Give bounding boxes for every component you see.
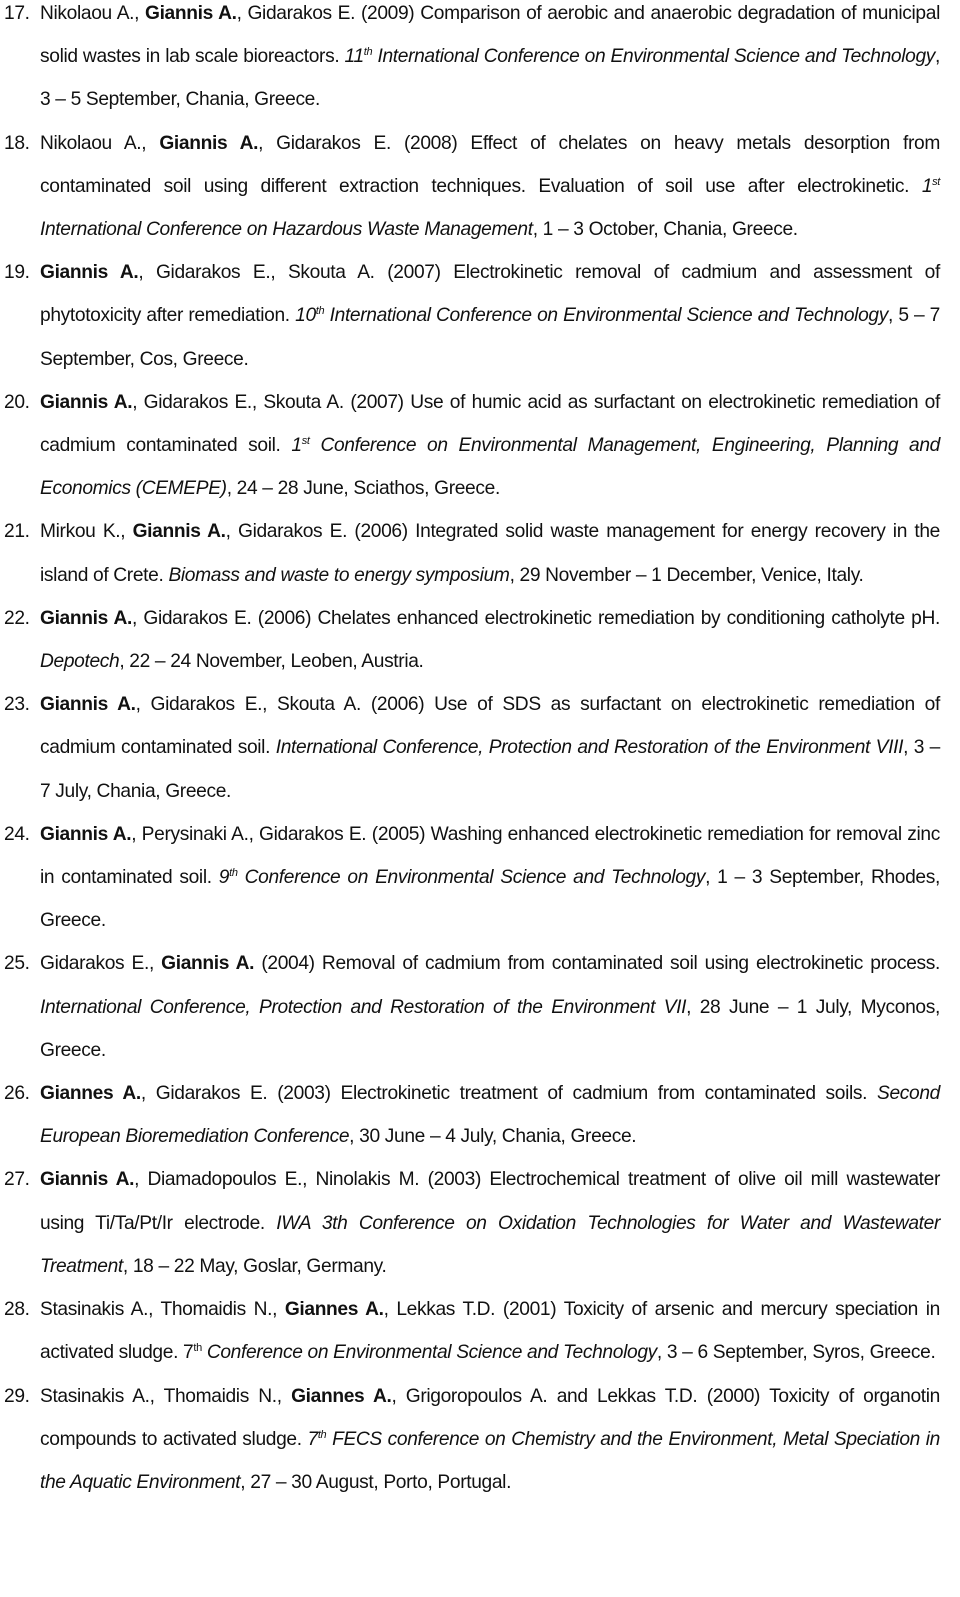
ordinal-suffix: st [301,435,310,448]
authors-before: Nikolaou A., [40,3,145,24]
reference-number: 27. [4,1169,30,1191]
conference-title: Biomass and waste to energy symposium [168,564,510,586]
reference-entry [4,1158,940,1288]
reference-number: 25. [4,953,30,975]
ordinal-suffix: th [229,867,238,880]
conference-details: , 22 – 24 November, Leoben, Austria. [119,651,424,673]
conference-title: International Conference on Hazardous Waste Management [40,219,533,241]
paper-title: (2006) Integrated solid waste management for energy recovery in the island of Crete. [40,521,941,586]
paper-title: (2001) Toxicity of arsenic and mercury speciation in activated sludge. 7 [40,1299,940,1364]
ordinal-suffix: th [363,46,373,59]
conference-details: , 30 June – 4 July, Chania, Greece. [349,1126,637,1148]
paper-title: (2005) Washing enhanced electrokinetic remediation for removal zinc in contaminated soil. [40,823,940,889]
conference-details: , 3 – 7 July, Chania, Greece. [40,737,941,802]
authors-after: , Lekkas T.D. [383,1299,496,1321]
reference-text [40,381,940,511]
authors-before: Mirkou K., [40,521,133,543]
ordinal-suffix: th [193,1342,202,1355]
reference-number: 24. [4,823,30,845]
authors-after: , Gidarakos E., Skouta A. [135,694,361,716]
paper-title: (2007) Use of humic acid as surfactant on electrokinetic remediation of cadmium contaminated soil. [40,391,940,457]
paper-title: (2006) Chelates enhanced electrokinetic remediation by conditioning catholyte pH. [251,607,940,629]
conference-title: International Conference, Protection and Restoration of the Environment VII [40,996,687,1018]
authors-before: Gidarakos E., [40,953,162,975]
ordinal-suffix: th [317,1428,327,1441]
paper-title: (2003) Electrokinetic treatment of cadmium from contaminated soils. [267,1083,878,1105]
paper-title: (2007) Electrokinetic removal of cadmium and assessment of phytotoxicity after remediation. [40,262,940,327]
reference-entry [4,597,940,683]
highlighted-author: Giannis A. [145,3,237,24]
reference-text [40,510,940,596]
reference-text [40,0,940,122]
conference-details: , 3 – 6 September, Syros, Greece. [656,1342,936,1364]
highlighted-author: Giannis A. [40,694,136,716]
reference-text [40,1158,940,1288]
highlighted-author: Giannes A. [284,1299,384,1321]
paper-title: (2000) Toxicity of organotin compounds to activated sludge. [40,1385,940,1450]
ordinal-number: 1 [291,435,302,457]
highlighted-author: Giannis A. [161,953,255,975]
conference-name [345,46,935,67]
reference-text [40,683,940,813]
highlighted-author: Giannis A. [159,132,259,154]
conference-title: FECS conference on Chemistry and the Environment, Metal Speciation in the Aquatic Environment [40,1428,940,1493]
reference-text [40,1072,940,1158]
paper-title: (2006) Use of SDS as surfactant on electrokinetic remediation of cadmium contaminated soil. [40,694,940,759]
conference-name [202,1342,657,1363]
reference-number: 28. [4,1299,30,1321]
highlighted-author: Giannes A. [291,1385,392,1407]
authors-after: , Gidarakos E. [225,521,348,543]
highlighted-author: Giannis A. [132,521,226,543]
conference-details: , 1 – 3 September, Rhodes, Greece. [40,867,940,932]
authors-after: , Gidarakos E. [258,132,391,154]
ordinal-number: 11 [344,46,364,68]
conference-details: , 24 – 28 June, Sciathos, Greece. [226,478,500,500]
reference-number: 17. [4,3,30,24]
reference-text [40,251,940,381]
reference-entry [4,1375,940,1505]
authors-after: , Gidarakos E. [140,1083,268,1105]
conference-details: , 3 – 5 September, Chania, Greece. [40,46,940,111]
reference-text [40,597,940,683]
highlighted-author: Giannis A. [40,823,132,845]
authors-before: Nikolaou A., [40,132,160,154]
reference-entry [4,813,940,943]
reference-entry [4,0,940,122]
authors-after: , Gidarakos E., Skouta A. [138,262,375,284]
ordinal-suffix: st [932,175,940,188]
conference-title: Depotech [40,651,120,673]
reference-number: 26. [4,1083,30,1105]
reference-text [40,942,940,1072]
conference-name [40,997,686,1018]
reference-entry [4,122,940,252]
authors-after: , Diamadopoulos E., Ninolakis M. [134,1169,420,1191]
conference-details: , 27 – 30 August, Porto, Portugal. [240,1471,512,1493]
conference-title: Conference on Environmental Management, Engineering, Planning and Economics (CEMEPE) [40,435,941,500]
conference-details: , 28 June – 1 July, Myconos, Greece. [40,996,940,1061]
authors-after: , Gidarakos E., Skouta A. [132,391,344,413]
conference-details: , 5 – 7 September, Cos, Greece. [40,305,940,370]
paper-title: (2009) Comparison of aerobic and anaerobic degradation of municipal solid wastes in lab scale bioreactors. [40,3,940,68]
ordinal-suffix: th [315,305,325,318]
conference-name [219,867,705,888]
reference-number: 22. [4,607,30,629]
highlighted-author: Giannes A. [40,1083,141,1105]
reference-entry [4,942,940,1072]
conference-name [168,565,509,586]
reference-text [40,1375,940,1505]
ordinal-number: 9 [218,867,230,889]
reference-list [4,0,940,1504]
ordinal-number: 10 [295,305,316,327]
authors-after: , Perysinaki A., Gidarakos E. [131,823,367,845]
conference-title: Conference on Environmental Science and Technology [201,1342,657,1364]
conference-name [295,305,888,326]
reference-number: 23. [4,694,30,716]
reference-number: 19. [4,262,30,284]
reference-entry [4,510,940,596]
reference-number: 29. [4,1385,30,1407]
conference-title: Second European Bioremediation Conference [40,1083,941,1148]
conference-name [276,737,903,758]
ordinal-number: 1 [921,175,933,197]
conference-title: International Conference on Environmental Science and Technology [372,46,936,68]
conference-title: International Conference on Environmental Science and Technology [324,305,888,327]
highlighted-author: Giannis A. [40,262,139,284]
reference-number: 21. [4,521,30,543]
conference-title: Conference on Environmental Science and Technology [237,867,706,889]
conference-details: , 18 – 22 May, Goslar, Germany. [122,1255,387,1277]
reference-entry [4,1072,940,1158]
reference-number: 18. [4,132,30,154]
conference-name [40,651,119,672]
authors-before: Stasinakis A., Thomaidis N., [40,1385,292,1407]
reference-text [40,122,940,252]
authors-after: , Gidarakos E. [132,607,252,629]
paper-title: (2004) Removal of cadmium from contaminated soil using electrokinetic process. [254,953,940,975]
conference-title: International Conference, Protection and Restoration of the Environment VIII [275,737,904,759]
reference-entry [4,683,940,813]
conference-details: , 1 – 3 October, Chania, Greece. [532,219,798,241]
reference-entry [4,251,940,381]
highlighted-author: Giannis A. [40,1169,135,1191]
highlighted-author: Giannis A. [40,391,133,413]
reference-entry [4,1288,940,1374]
conference-details: , 29 November – 1 December, Venice, Italy. [509,564,864,586]
reference-text [40,1288,940,1374]
reference-text [40,813,940,943]
highlighted-author: Giannis A. [40,607,133,629]
reference-number: 20. [4,391,30,413]
authors-after: , Gidarakos E. [236,3,356,24]
reference-entry [4,381,940,511]
paper-title: (2003) Electrochemical treatment of olive oil mill wastewater using Ti/Ta/Pt/Ir electrode. [40,1169,940,1234]
conference-title: IWA 3th Conference on Oxidation Technologies for Water and Wastewater Treatment [40,1212,940,1277]
ordinal-number: 7 [307,1428,318,1450]
authors-after: , Grigoropoulos A. and Lekkas T.D. [391,1385,698,1407]
authors-before: Stasinakis A., Thomaidis N., [40,1299,285,1321]
paper-title: (2008) Effect of chelates on heavy metals desorption from contaminated soil using different extraction techniques. Evaluation of soil use after electrokinetic. [40,132,940,197]
